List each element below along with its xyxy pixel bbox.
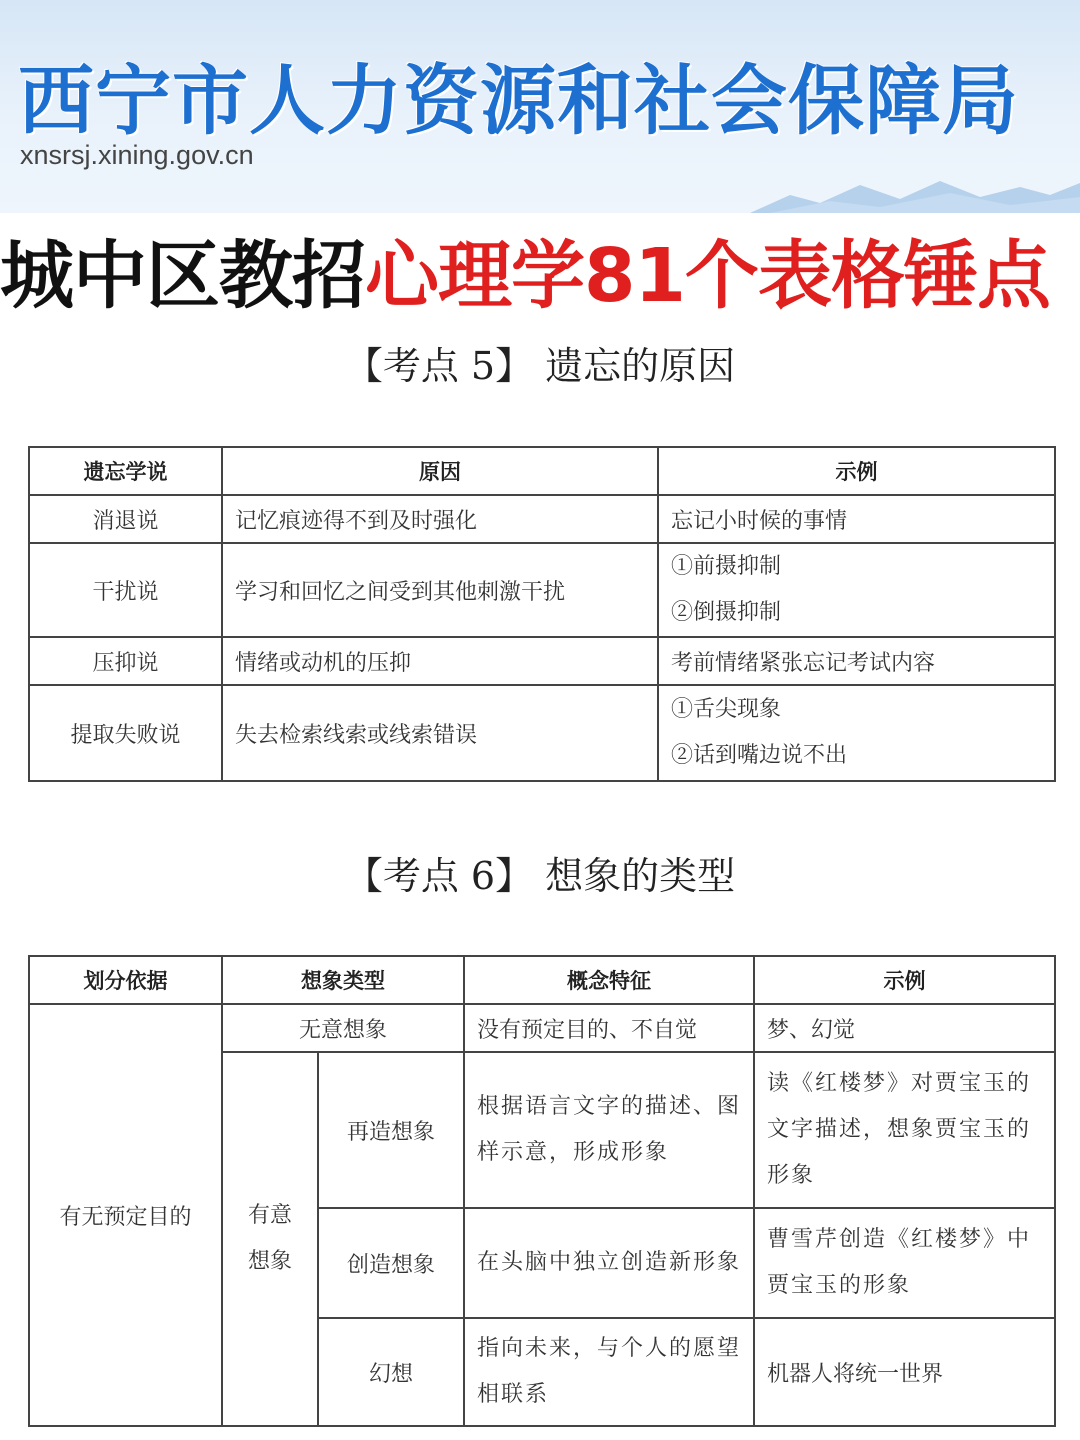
example-cell: 机器人将统一世界 xyxy=(754,1318,1055,1426)
header-banner xyxy=(0,0,1080,213)
intentional-label-line: 有意 xyxy=(247,1203,292,1228)
feature-cell: 在头脑中独立创造新形象 xyxy=(464,1208,754,1318)
table-row xyxy=(29,637,1055,685)
bureau-url: xnsrsj.xining.gov.cn xyxy=(20,140,254,170)
example-cell xyxy=(658,685,1055,781)
feature-cell: 根据语言文字的描述、图样示意，形成形象 xyxy=(464,1052,754,1208)
column-header: 概念特征 xyxy=(464,956,754,1004)
table-row xyxy=(29,543,1055,637)
mountain-decoration xyxy=(750,173,1080,213)
feature-cell: 没有预定目的、不自觉 xyxy=(464,1004,754,1052)
example-line: ①前摄抑制 xyxy=(671,554,782,579)
example-cell xyxy=(658,543,1055,637)
theory-cell: 干扰说 xyxy=(29,543,222,637)
column-header: 示例 xyxy=(754,956,1055,1004)
type-cell: 再造想象 xyxy=(318,1052,464,1208)
forgetting-table xyxy=(28,446,1056,782)
example-line: ②倒摄抑制 xyxy=(671,600,782,625)
cause-cell: 记忆痕迹得不到及时强化 xyxy=(222,495,658,543)
table-row xyxy=(29,685,1055,781)
theory-cell: 消退说 xyxy=(29,495,222,543)
headline-part2: 心理学81个表格锤点 xyxy=(365,233,1050,319)
headline-part1: 城中区教招 xyxy=(0,233,365,319)
intentional-label-cell xyxy=(222,1052,318,1426)
example-cell: 考前情绪紧张忘记考试内容 xyxy=(658,637,1055,685)
theory-cell: 压抑说 xyxy=(29,637,222,685)
example-line: ②话到嘴边说不出 xyxy=(671,743,848,768)
example-cell: 梦、幻觉 xyxy=(754,1004,1055,1052)
basis-cell: 有无预定目的 xyxy=(29,1004,222,1426)
section5-title: 【考点 5】 遗忘的原因 xyxy=(344,344,736,388)
headline xyxy=(0,228,1080,324)
example-cell: 读《红楼梦》对贾宝玉的文字描述，想象贾宝玉的形象 xyxy=(754,1052,1055,1208)
bureau-title: 西宁市人力资源和社会保障局 xyxy=(18,56,1019,145)
feature-cell: 指向未来，与个人的愿望相联系 xyxy=(464,1318,754,1426)
column-header: 划分依据 xyxy=(29,956,222,1004)
cause-cell: 失去检索线索或线索错误 xyxy=(222,685,658,781)
example-line: ①舌尖现象 xyxy=(671,697,782,722)
cause-cell: 情绪或动机的压抑 xyxy=(222,637,658,685)
column-header: 想象类型 xyxy=(222,956,464,1004)
column-header: 示例 xyxy=(658,447,1055,495)
table-row xyxy=(29,495,1055,543)
section6-title: 【考点 6】 想象的类型 xyxy=(344,854,736,898)
cause-cell: 学习和回忆之间受到其他刺激干扰 xyxy=(222,543,658,637)
type-cell: 创造想象 xyxy=(318,1208,464,1318)
theory-cell: 提取失败说 xyxy=(29,685,222,781)
type-cell: 幻想 xyxy=(318,1318,464,1426)
example-cell: 忘记小时候的事情 xyxy=(658,495,1055,543)
intentional-label-line: 想象 xyxy=(247,1249,292,1274)
table-header-row xyxy=(29,447,1055,495)
column-header: 原因 xyxy=(222,447,658,495)
column-header: 遗忘学说 xyxy=(29,447,222,495)
example-cell: 曹雪芹创造《红楼梦》中贾宝玉的形象 xyxy=(754,1208,1055,1318)
table-header-row xyxy=(29,956,1055,1004)
type-cell: 无意想象 xyxy=(222,1004,464,1052)
table-row xyxy=(29,1004,1055,1052)
imagination-table xyxy=(28,955,1056,1427)
